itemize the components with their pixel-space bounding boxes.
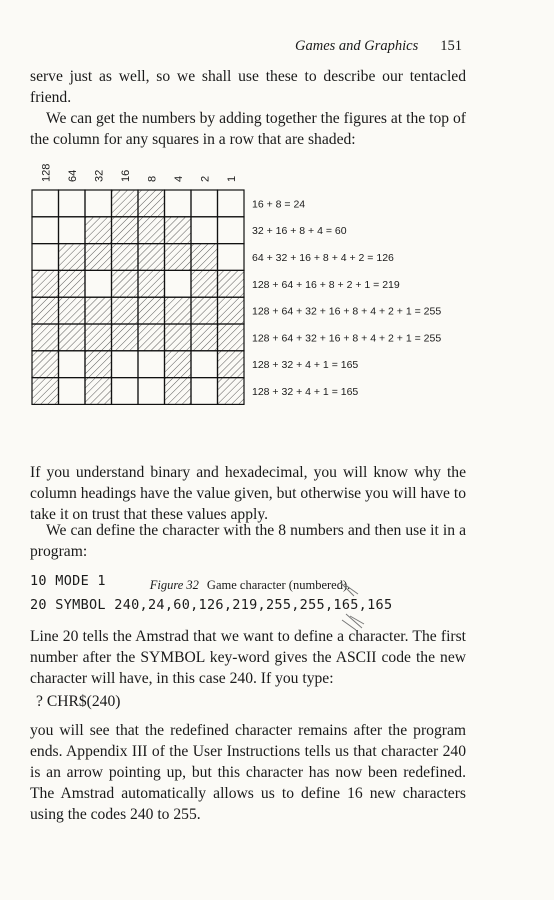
grid-cell-empty — [59, 378, 86, 405]
column-header-8: 8 — [146, 175, 159, 182]
grid-cell-shaded — [112, 297, 139, 324]
running-header — [295, 38, 462, 55]
grid-cell-shaded — [165, 244, 192, 271]
grid-cell-shaded — [85, 378, 112, 405]
grid-cell-empty — [59, 351, 86, 378]
grid-cell-shaded — [59, 324, 86, 351]
grid-cell-shaded — [218, 297, 245, 324]
grid-cell-empty — [59, 217, 86, 244]
row-sum-5: 128 + 64 + 32 + 16 + 8 + 4 + 2 + 1 = 255 — [252, 305, 442, 318]
grid-cell-shaded — [85, 324, 112, 351]
grid-cell-shaded — [112, 244, 139, 271]
grid-cell-shaded — [138, 297, 165, 324]
row-sum-8: 128 + 32 + 4 + 1 = 165 — [252, 386, 359, 398]
row-sum-1: 16 + 8 = 24 — [252, 198, 306, 211]
grid-cell-shaded — [138, 270, 165, 297]
grid-cell-empty — [59, 190, 86, 217]
grid-cell-shaded — [165, 217, 192, 244]
grid-cell-shaded — [165, 297, 192, 324]
grid-cell-shaded — [112, 190, 139, 217]
grid-cell-shaded — [191, 324, 218, 351]
grid-cell-shaded — [191, 297, 218, 324]
grid-cell-empty — [85, 270, 112, 297]
grid-cell-shaded — [165, 351, 192, 378]
column-header-32: 32 — [93, 169, 106, 182]
column-header-1: 1 — [225, 175, 238, 182]
grid-cell-shaded — [112, 217, 139, 244]
grid-cell-empty — [191, 190, 218, 217]
grid-cell-empty — [32, 217, 59, 244]
grid-cell-shaded — [85, 244, 112, 271]
grid-cell-shaded — [85, 297, 112, 324]
grid-cell-shaded — [32, 297, 59, 324]
grid-cell-shaded — [59, 297, 86, 324]
page-number: 151 — [440, 38, 462, 54]
grid-cell-shaded — [138, 324, 165, 351]
grid-cell-shaded — [59, 270, 86, 297]
grid-cell-shaded — [138, 190, 165, 217]
paragraph-4: We can define the character with the 8 numbers and then use it in a program: — [30, 522, 466, 560]
grid-cell-empty — [138, 378, 165, 405]
grid-cell-empty — [218, 244, 245, 271]
paragraph-6: you will see that the redefined character remains after the program ends. Appendix III of the User Instructions tells us that character 240 is an arrow pointing up, but this character has now been redefined. The Amstrad automatically allows us to define 16 new characters using the codes 240 to 255. — [30, 722, 466, 823]
row-sum-4: 128 + 64 + 16 + 8 + 2 + 1 = 219 — [252, 278, 400, 291]
grid-cell-shaded — [218, 324, 245, 351]
code-line-2: 20 SYMBOL 240,24,60,126,219,255,255,165,165 — [30, 597, 393, 613]
grid-cell-empty — [218, 190, 245, 217]
grid-cell-empty — [112, 378, 139, 405]
grid-cell-shaded — [218, 351, 245, 378]
grid-cell-shaded — [138, 244, 165, 271]
grid-cell-shaded — [112, 324, 139, 351]
grid-cell-shaded — [165, 378, 192, 405]
character-grid-figure — [30, 160, 470, 420]
paragraph-1: serve just as well, so we shall use these to describe our tentacled friend. — [30, 68, 466, 106]
grid-cell-shaded — [191, 270, 218, 297]
grid-cell-shaded — [32, 378, 59, 405]
running-title: Games and Graphics — [295, 38, 419, 54]
column-header-16: 16 — [119, 169, 132, 182]
grid-cell-empty — [218, 217, 245, 244]
column-header-2: 2 — [199, 175, 212, 182]
grid-cell-shaded — [85, 351, 112, 378]
paragraph-3: If you understand binary and hexadecimal, you will know why the column headings have the value given, but otherwise you will have to take it on trust that these values apply. — [30, 464, 466, 523]
grid-cell-shaded — [218, 378, 245, 405]
grid-cell-shaded — [218, 270, 245, 297]
figure-label: Figure 32 — [149, 578, 199, 592]
code-line-1: 10 MODE 1 — [30, 573, 106, 589]
command-example: ? CHR$(240) — [36, 693, 121, 710]
grid-cell-empty — [112, 351, 139, 378]
grid-cell-empty — [191, 378, 218, 405]
grid-cell-empty — [165, 190, 192, 217]
grid-cell-shaded — [165, 324, 192, 351]
grid-cell-shaded — [32, 351, 59, 378]
grid-cell-empty — [85, 190, 112, 217]
grid-cell-shaded — [191, 244, 218, 271]
paragraph-2: We can get the numbers by adding together the figures at the top of the column for any squares in a row that are shaded: — [30, 110, 466, 148]
row-sum-6: 128 + 64 + 32 + 16 + 8 + 4 + 2 + 1 = 255 — [252, 332, 442, 345]
grid-cell-empty — [138, 351, 165, 378]
grid-cell-shaded — [85, 217, 112, 244]
row-sum-2: 32 + 16 + 8 + 4 = 60 — [252, 225, 347, 238]
grid-cell-shaded — [112, 270, 139, 297]
grid-cell-empty — [191, 351, 218, 378]
grid-cell-shaded — [32, 270, 59, 297]
grid-cell-shaded — [138, 217, 165, 244]
column-header-4: 4 — [172, 175, 185, 182]
grid-cell-empty — [165, 270, 192, 297]
grid-cell-empty — [191, 217, 218, 244]
ink-smudge — [332, 580, 372, 632]
column-header-128: 128 — [40, 163, 53, 182]
grid-cell-shaded — [59, 244, 86, 271]
grid-cell-empty — [32, 244, 59, 271]
figure-caption-text: Game character (numbered). — [206, 578, 351, 592]
grid-cell-shaded — [32, 324, 59, 351]
paragraph-5: Line 20 tells the Amstrad that we want to define a character. The first number after the SYMBOL key-word gives the ASCII code the new character will have, in this case 240. If you type: — [30, 628, 466, 687]
column-header-64: 64 — [66, 169, 79, 182]
row-sum-3: 64 + 32 + 16 + 8 + 4 + 2 = 126 — [252, 252, 394, 264]
row-sum-7: 128 + 32 + 4 + 1 = 165 — [252, 359, 359, 372]
grid-cell-empty — [32, 190, 59, 217]
